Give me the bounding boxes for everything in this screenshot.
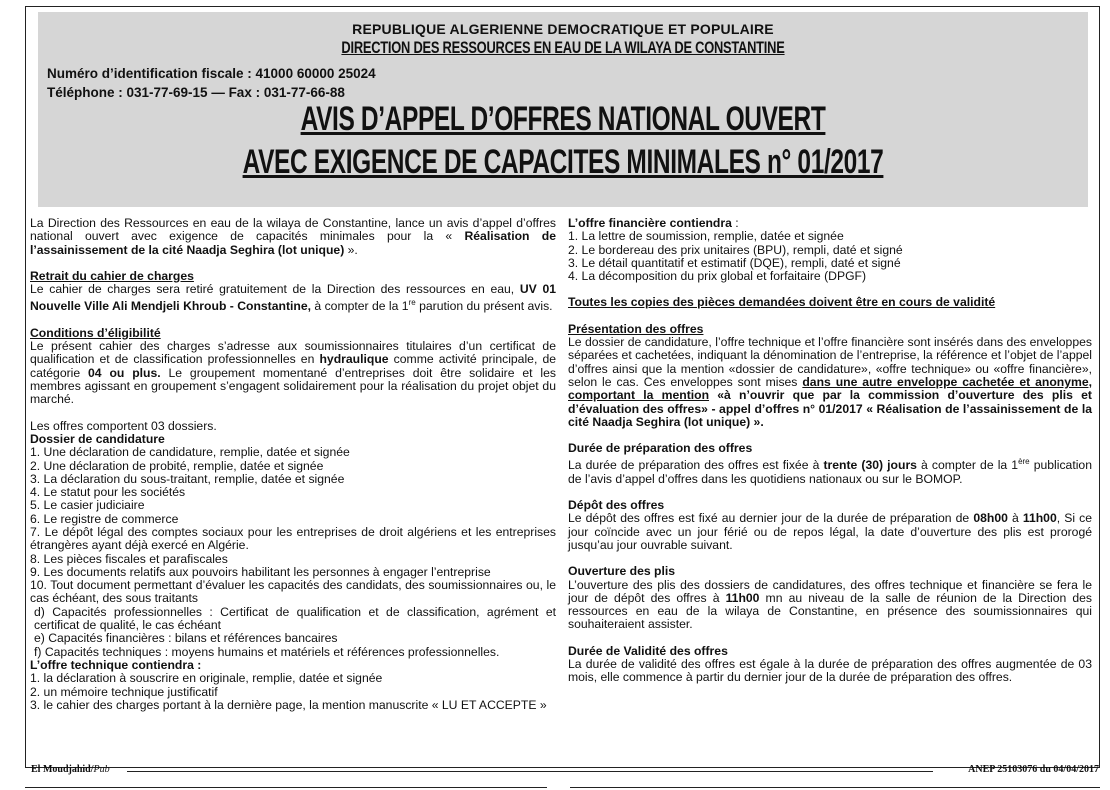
list-item: e) Capacités financières : bilans et références bancaires — [34, 631, 338, 646]
intro-paragraph: La Direction des Ressources en eau de la wilaya de Constantine, lance un avis d’appel d’offres national ouvert avec exigence de capacités minimales pour la « Réalisation de l’assainissement de la cité Naadja Seghira (lot unique) ». — [30, 216, 556, 257]
republic-line: REPUBLIQUE ALGERIENNE DEMOCRATIQUE ET POPULAIRE — [352, 21, 774, 37]
validity-notice: Toutes les copies des pièces demandées doivent être en cours de validité — [568, 295, 996, 310]
list-item: f) Capacités techniques : moyens humains et matériels et références professionnelles. — [34, 644, 500, 659]
bottom-rule-left — [25, 787, 547, 788]
retrait-heading: Retrait du cahier de charges — [30, 268, 194, 283]
list-item: 1. La lettre de soumission, remplie, datée et signée — [568, 229, 844, 244]
list-item: 1. Une déclaration de candidature, remplie, datée et signée — [30, 445, 350, 460]
deposit-paragraph: Le dépôt des offres est fixé au dernier jour de la durée de préparation de 08h00 à 11h00, Si ce jour coïncide avec un jour férié ou de repos légal, la date d’ouverture des plis est prorogé jusqu’au jour ouvrable suivant. — [568, 511, 1093, 552]
list-item: 10. Tout document permettant d’évaluer les capacités des candidats, des soumissionnaires ou, le cas échéant, des sous traitants — [30, 578, 556, 606]
list-item: 4. La décomposition du prix global et forfaitaire (DPGF) — [568, 269, 867, 284]
list-item: 1. la déclaration à souscrire en originale, remplie, datée et signée — [30, 671, 383, 686]
bottom-rule-right — [570, 787, 1100, 788]
preparation-paragraph: La durée de préparation des offres est fixée à trente (30) jours à compter de la 1ère publication de l’avis d’appel d’offres dans les quotidiens nationaux ou sur le BOMOP. — [568, 457, 1092, 486]
preparation-heading: Durée de préparation des offres — [568, 441, 753, 456]
list-item: 3. le cahier des charges portant à la dernière page, la mention manuscrite « LU ET ACCEPTE » — [30, 697, 547, 712]
list-item: 7. Le dépôt légal des comptes sociaux pour les entreprises de droit algériens et les entreprises étrangères ayant déjà exercé en Algérie. — [30, 525, 556, 553]
eligibility-heading: Conditions d’éligibilité — [30, 325, 161, 340]
notice-title-line-1: AVIS D’APPEL D’OFFRES NATIONAL OUVERT — [300, 100, 826, 138]
list-item: 9. Les documents relatifs aux pouvoirs habilitant les personnes à engager l’entreprise — [30, 564, 491, 579]
eligibility-paragraph: Le présent cahier des charges s’adresse aux soumissionnaires titulaires d’un certificat de qualification et de classification professionnelles en hydraulique comme activité principale, de catégorie 04 ou plus. Le groupement momentané d’entreprises doit être solidaire et les membres agissant en groupement s’engagent solidairement pour la réalisation du projet objet du marché. — [30, 339, 557, 407]
phone-fax-line: Téléphone : 031-77-69-15 — Fax : 031-77-66-88 — [47, 85, 345, 100]
notice-frame — [25, 6, 1100, 768]
retrait-paragraph: Le cahier de charges sera retiré gratuitement de la Direction des ressources en eau, UV 01 Nouvelle Ville Ali Mendjeli Khroub - Constantine, à compter de la 1re parution du présent avis. — [30, 282, 556, 314]
publication-credit: El Moudjahid/Pub — [31, 764, 110, 775]
left-column — [30, 217, 556, 712]
list-item: 3. La déclaration du sous-traitant, remplie, datée et signée — [30, 471, 345, 486]
candidature-heading: Dossier de candidature — [30, 431, 165, 446]
list-item: 2. Le bordereau des prix unitaires (BPU), rempli, daté et signé — [568, 242, 903, 257]
anep-reference: ANEP 25103076 du 04/04/2017 — [968, 764, 1099, 775]
list-item: 6. Le registre de commerce — [30, 511, 179, 526]
tax-id-line: Numéro d’identification fiscale : 41000 60000 25024 — [47, 66, 376, 81]
validity-heading: Durée de Validité des offres — [568, 643, 728, 658]
list-item: 4. Le statut pour les sociétés — [30, 485, 186, 500]
footer-divider — [127, 771, 933, 772]
list-item: 2. Une déclaration de probité, remplie, datée et signée — [30, 458, 324, 473]
list-item: 8. Les pièces fiscales et parafiscales — [30, 551, 228, 566]
presentation-paragraph: Le dossier de candidature, l’offre technique et l’offre financière sont insérés dans des enveloppes séparées et cachetées, indiquant la dénomination de l’entreprise, la référence et l’objet de l’appel d’offres ainsi que la mention «dossier de candidature», «offre technique» ou «offre financière», selon le cas. Ces enveloppes sont mises dans une autre enveloppe cachetée et anonyme, comportant la mention «à n’ouvrir que par la commission d’ouverture des plis et d’évaluation des offres» - appel d’offres n° 01/2017 « Réalisation de l’assainissement de la cité Naadja Seghira (lot unique) ». — [568, 335, 1092, 429]
list-item: 3. Le détail quantitatif et estimatif (DQE), rempli, daté et signé — [568, 255, 901, 270]
direction-line: DIRECTION DES RESSOURCES EN EAU DE LA WILAYA DE CONSTANTINE — [341, 39, 785, 57]
list-item: d) Capacités professionnelles : Certificat de qualification et de classification, agrément et certificat de qualité, le cas échéant — [34, 604, 556, 633]
offers-count: Les offres comportent 03 dossiers. — [30, 418, 217, 433]
notice-title-line-2: AVEC EXIGENCE DE CAPACITES MINIMALES n° 01/2017 — [242, 143, 884, 181]
technical-offer-heading: L’offre technique contiendra : — [30, 657, 202, 672]
page-footer — [31, 764, 1101, 778]
list-item: 5. Le casier judiciaire — [30, 498, 145, 513]
list-item: 2. un mémoire technique justificatif — [30, 684, 218, 699]
opening-heading: Ouverture des plis — [568, 564, 676, 579]
right-column — [568, 217, 1092, 685]
deposit-heading: Dépôt des offres — [568, 498, 665, 513]
presentation-heading: Présentation des offres — [568, 321, 704, 336]
validity-paragraph: La durée de validité des offres est égale à la durée de préparation des offres augmentée de 03 mois, elle commence à partir du dernier jour de la durée de préparation des offres. — [568, 657, 1092, 685]
financial-offer-heading: L’offre financière contiendra : — [568, 216, 739, 230]
notice-header — [38, 12, 1088, 207]
opening-paragraph: L’ouverture des plis des dossiers de candidatures, des offres technique et financière se fera le jour de dépôt des offres à 11h00 mn au niveau de la salle de réunion de la Direction des ressources en eau de la wilaya de Constantine, en présence des soumissionnaires qui souhaiteraient assister. — [568, 577, 1092, 632]
